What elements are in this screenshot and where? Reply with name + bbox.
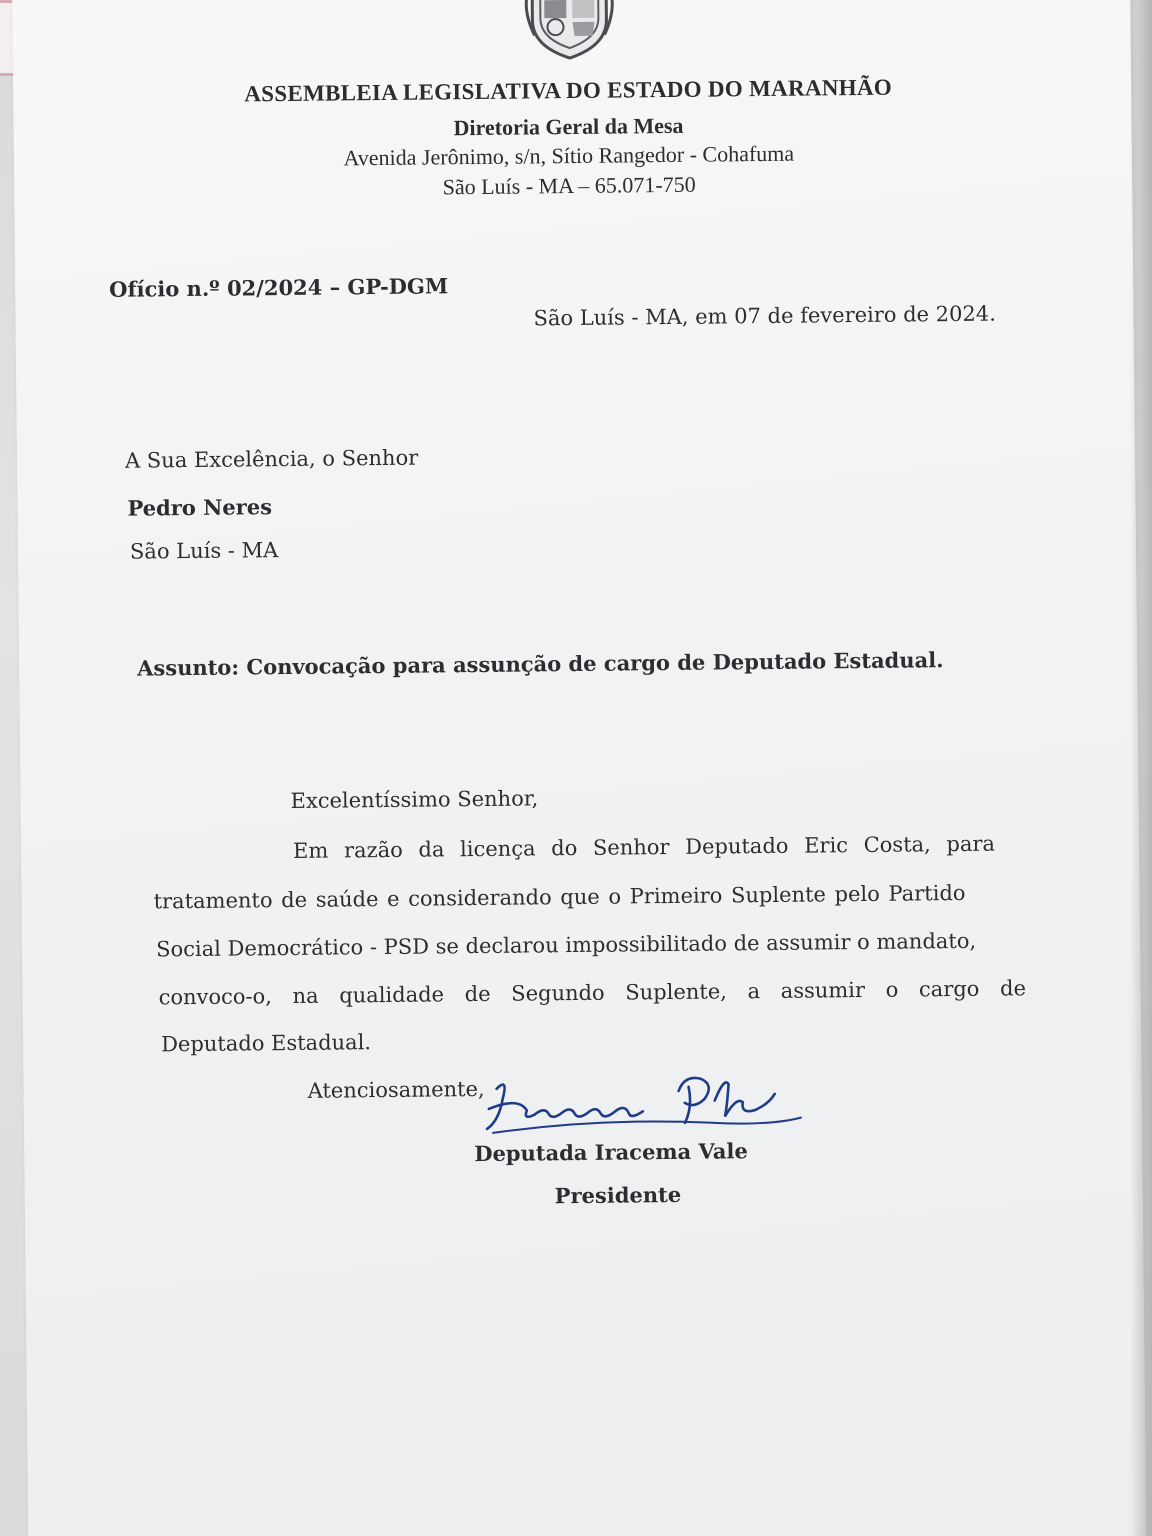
recipient-city: São Luís - MA [129,538,279,564]
address-line-2: São Luís - MA – 65.071-750 [442,171,696,200]
letter-greeting: Excelentíssimo Senhor, [290,786,539,813]
letter-subject: Assunto: Convocação para assunção de cargo de Deputado Estadual. [137,647,944,681]
body-line-3: Social Democrático - PSD se declarou impossibilitado de assumir o mandato, [156,928,977,962]
letter-sheet [12,0,1147,1536]
body-line-1: Em razão da licença do Senhor Deputado Eric Costa, para [292,831,996,863]
letter-reference: Ofício n.º 02/2024 – GP-DGM [109,273,449,302]
recipient-name: Pedro Neres [127,494,273,521]
body-line-5: Deputado Estadual. [160,1030,372,1057]
institution-name: ASSEMBLEIA LEGISLATIVA DO ESTADO DO MARANHÃO [244,74,893,107]
department-name: Diretoria Geral da Mesa [453,112,684,141]
handwritten-signature [478,1055,819,1139]
page-shadow [1130,0,1152,1536]
recipient-salutation: A Sua Excelência, o Senhor [124,445,419,473]
body-line-2: tratamento de saúde e considerando que o Primeiro Suplente pelo Partido [153,880,966,914]
signer-title: Presidente [554,1181,682,1209]
place-and-date: São Luís - MA, em 07 de fevereiro de 2024. [533,301,996,331]
state-coat-of-arms-icon [524,0,615,60]
body-line-4: convoco-o, na qualidade de Segundo Suplente, a assumir o cargo de [158,976,1027,1010]
signer-name: Deputada Iracema Vale [474,1138,748,1167]
address-line-1: Avenida Jerônimo, s/n, Sítio Rangedor - Cohafuma [343,140,795,171]
letter-closing: Atenciosamente, [307,1076,485,1103]
